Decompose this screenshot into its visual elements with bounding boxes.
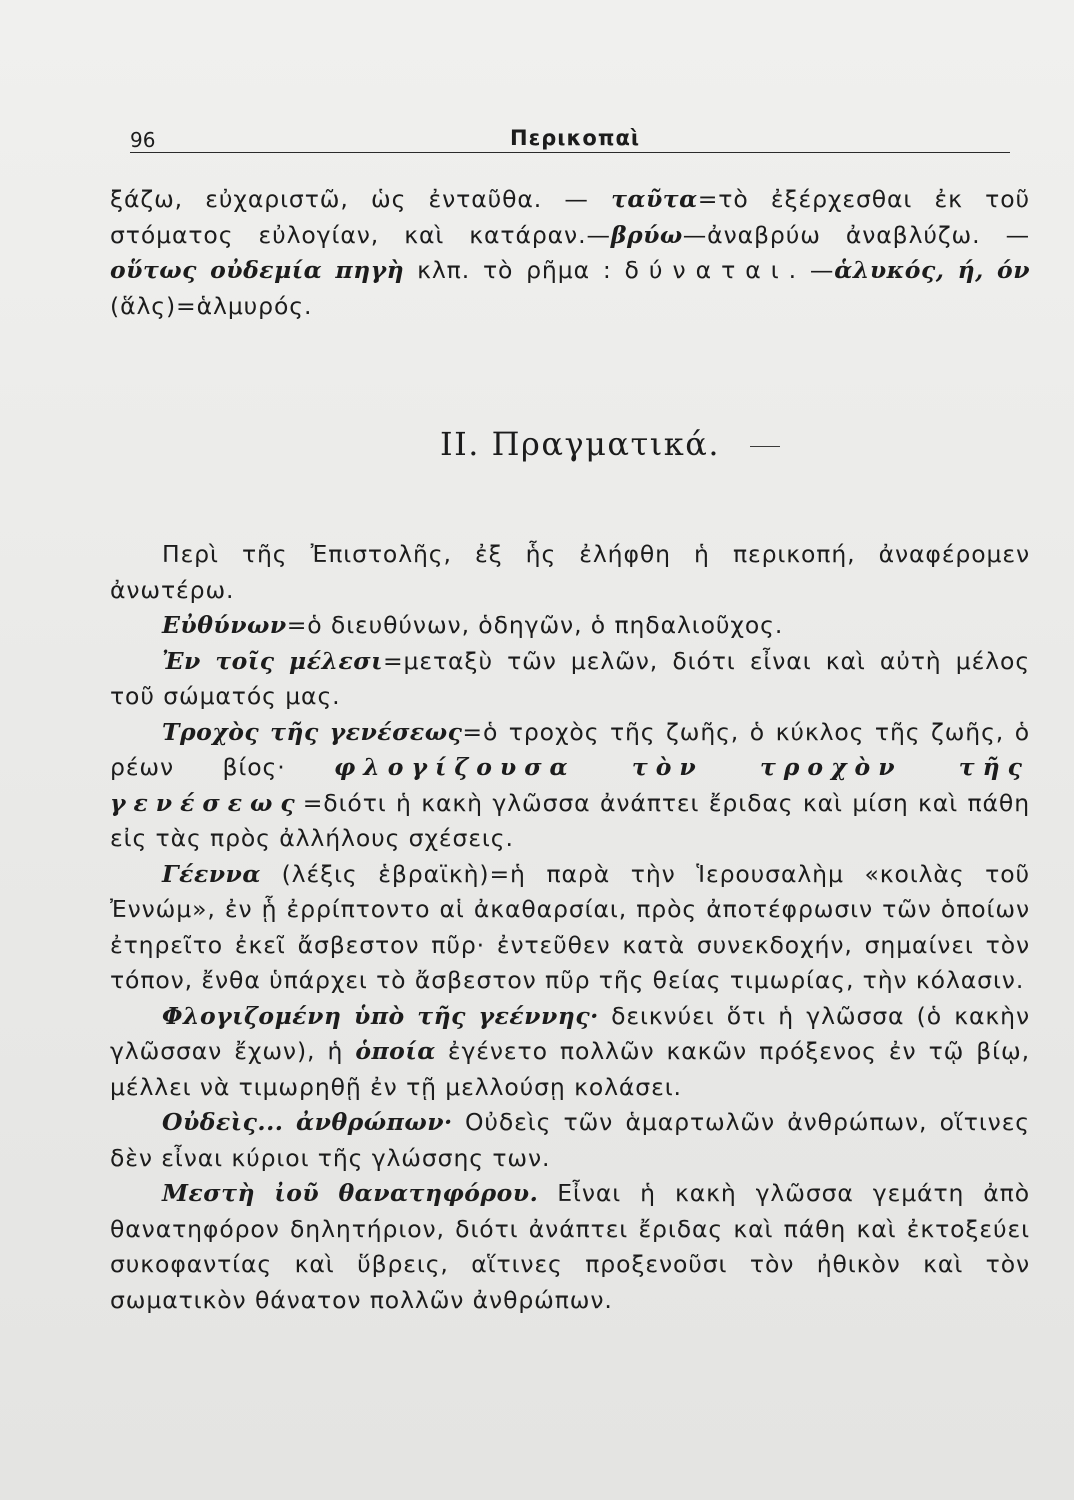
text-run: =διότι ἡ κακὴ γλῶσσα ἀνάπτει ἔριδας καὶ μίση καὶ πάθη εἰς τὰς πρὸς ἀλλήλους σχέσεις.: [110, 788, 1030, 852]
term: ὁποία: [355, 1037, 436, 1065]
text-run: =ὁ τροχὸς τῆς ζωῆς, ὁ κύκλος τῆς ζωῆς, ὁ ρέων βίος·: [110, 717, 1030, 781]
paragraph-trochos: [110, 715, 1030, 857]
term: Ἐν τοῖς μέλεσι: [162, 646, 383, 675]
text-run: κλπ. τὸ ρῆμα :: [404, 256, 625, 284]
term: Μεστὴ ἰοῦ θανατηφόρου.: [162, 1179, 539, 1207]
page-header: [130, 128, 1010, 153]
section-title: [440, 425, 780, 463]
spaced-term: φλογίζουσα τὸν τροχὸν τῆς γενέσεως: [110, 753, 1030, 817]
section-dash: [750, 446, 780, 448]
text-run: . —: [788, 256, 835, 284]
text-run: δεικνύει ὅτι ἡ γλῶσσα (ὁ κακὴν γλῶσσαν ἔχων), ἡ: [110, 1001, 1030, 1065]
term: οὕτως οὐδεμία πηγὴ: [110, 256, 405, 284]
term: Φλογιζομένη ὑπὸ τῆς γεέννης·: [162, 1001, 599, 1030]
intro-paragraph: [110, 182, 1030, 324]
term: ταῦτα: [611, 185, 698, 213]
text-run: (ἅλς)=ἁλμυρός.: [110, 291, 313, 320]
text-run: Οὐδεὶς τῶν ἁμαρτωλῶν ἀνθρώπων, οἵτινες δὲν εἶναι κύριοι τῆς γλώσσης των.: [110, 1108, 1030, 1172]
paragraph-mesti: [110, 1176, 1030, 1318]
page-number: 96: [130, 128, 156, 152]
text-run: ξάζω, εὐχαριστῶ, ὡς ἐνταῦθα. —: [110, 185, 612, 213]
text-run: =τὸ ἐξέρχεσθαι ἐκ τοῦ στόματος εὐλογίαν, καὶ κατάραν.—: [110, 185, 1031, 249]
paragraph-epistle: [110, 537, 1030, 608]
paragraph-oudeis: [110, 1105, 1030, 1176]
text-run: =μεταξὺ τῶν μελῶν, διότι εἶναι καὶ αὐτὴ μέλος τοῦ σώματός μας.: [110, 646, 1031, 710]
intro-notes: [110, 182, 1030, 324]
paragraph-geenna: [110, 857, 1030, 999]
text-run: Εἶναι ἡ κακὴ γλῶσσα γεμάτη ἀπὸ θανατηφόρον δηλητήριον, διότι ἀνάπτει ἔριδας καὶ πάθη καὶ ἐκτοξεύει συκοφαντίας καὶ ὕβρεις, αἵτινες προξενοῦσι τὸν ἠθικὸν καὶ τὸν σωματικὸν θάνατον πολλῶν ἀνθρώπων.: [110, 1179, 1031, 1314]
spaced-word: δύναται: [624, 256, 789, 284]
term: Τροχὸς τῆς γενέσεως: [162, 717, 463, 746]
text-run: (λέξις ἑβραϊκὴ)=ἡ παρὰ τὴν Ἱερουσαλὴμ «κοιλὰς τοῦ Ἐννώμ», ἐν ᾗ ἐρρίπτοντο αἱ ἀκαθαρσίαι, πρὸς ἀποτέφρωσιν τῶν ὁποίων ἐτηρεῖτο ἐκεῖ ἄσβεστον πῦρ· ἐντεῦθεν κατὰ συνεκδοχήν, σημαίνει τὸν τόπον, ἔνθα ὑπάρχει τὸ ἄσβεστον πῦρ τῆς θείας τιμωρίας, τὴν κόλασιν.: [110, 859, 1030, 994]
paragraph-flogizomeni: [110, 999, 1030, 1106]
term: βρύω: [610, 220, 683, 249]
text-run: —ἀναβρύω ἀναβλύζω. —: [682, 220, 1030, 249]
text-run: ἐγένετο πολλῶν κακῶν πρόξενος ἐν τῷ βίῳ, μέλλει νὰ τιμωρηθῇ ἐν τῇ μελλούσῃ κολάσει.: [110, 1037, 1030, 1101]
text-run: Περὶ τῆς Ἐπιστολῆς, ἐξ ἧς ἐλήφθη ἡ περικοπή, ἀναφέρομεν ἀνωτέρω.: [110, 540, 1030, 604]
running-title: Περικοπαὶ: [510, 126, 641, 150]
paragraph-euthynon: [110, 608, 1030, 644]
term: Εὐθύνων: [162, 611, 287, 639]
term: Γέεννα: [162, 859, 261, 888]
text-run: =ὁ διευθύνων, ὁδηγῶν, ὁ πηδαλιοῦχος.: [286, 611, 784, 639]
term: ἁλυκός, ή, όν: [834, 256, 1031, 284]
paragraph-melesi: [110, 644, 1030, 715]
section-title-text: II. Πραγματικά.: [440, 425, 721, 463]
commentary: [110, 537, 1030, 1318]
term: Οὐδεὶς... ἀνθρώπων·: [162, 1108, 453, 1136]
